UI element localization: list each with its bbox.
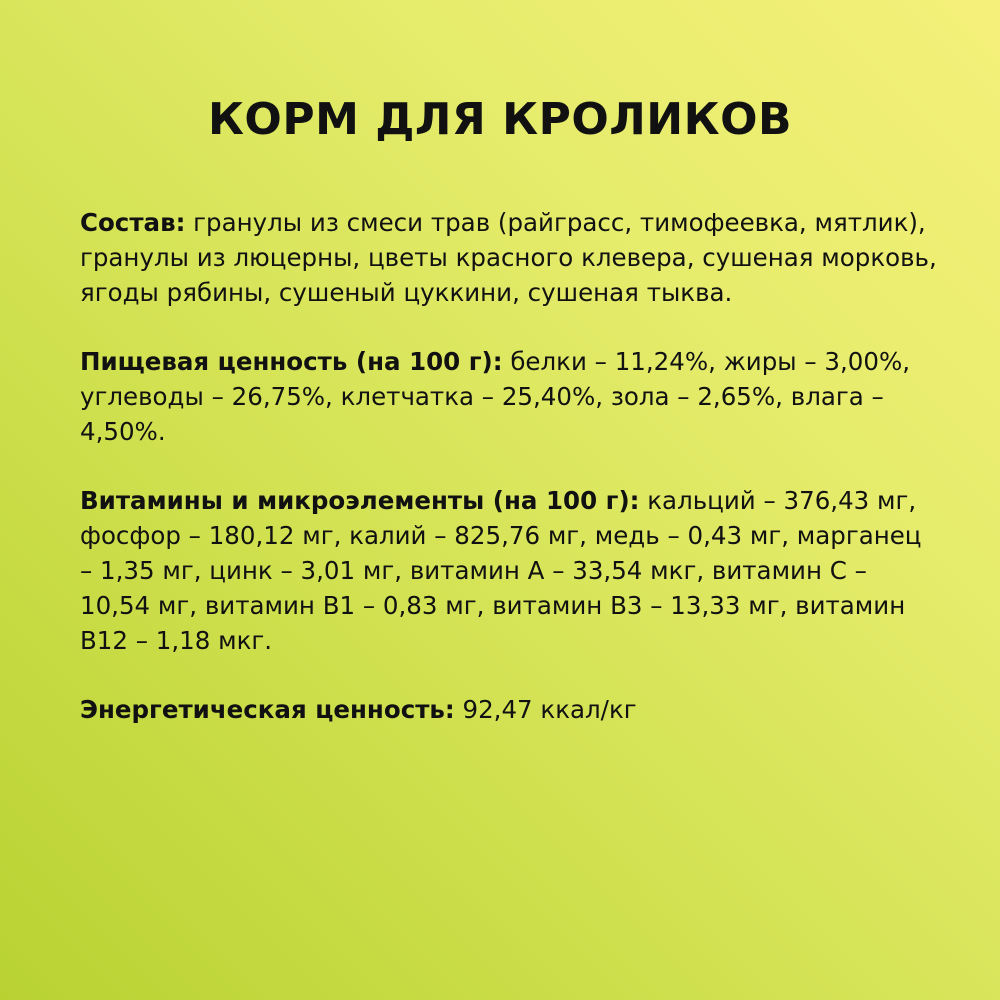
nutrition-text: белки – 11,24%, жиры – 3,00%, углеводы – 26,75%, клетчатка – 25,40%, зола – 2,65%, влага – 4,50%. bbox=[80, 347, 911, 446]
vitamins-paragraph bbox=[80, 483, 940, 658]
composition-label: Состав: bbox=[80, 208, 186, 237]
product-details bbox=[80, 205, 940, 761]
vitamins-text: кальций – 376,43 мг, фосфор – 180,12 мг, калий – 825,76 мг, медь – 0,43 мг, марганец – 1,35 мг, цинк – 3,01 мг, витамин А – 33,54 мкг, витамин С – 10,54 мг, витамин В1 – 0,83 мг, витамин В3 – 13,33 мг, витамин В12 – 1,18 мкг. bbox=[80, 486, 922, 655]
energy-label: Энергетическая ценность: bbox=[80, 695, 455, 724]
energy-text: 92,47 ккал/кг bbox=[454, 695, 637, 724]
composition-text: гранулы из смеси трав (райграсс, тимофеевка, мятлик), гранулы из люцерны, цветы красного клевера, сушеная морковь, ягоды рябины, сушеный цуккини, сушеная тыква. bbox=[80, 208, 937, 307]
composition-paragraph bbox=[80, 205, 940, 310]
nutrition-paragraph bbox=[80, 344, 940, 449]
nutrition-label: Пищевая ценность (на 100 г): bbox=[80, 347, 503, 376]
vitamins-label: Витамины и микроэлементы (на 100 г): bbox=[80, 486, 640, 515]
page-title: КОРМ ДЛЯ КРОЛИКОВ bbox=[207, 94, 793, 145]
energy-paragraph bbox=[80, 692, 940, 727]
